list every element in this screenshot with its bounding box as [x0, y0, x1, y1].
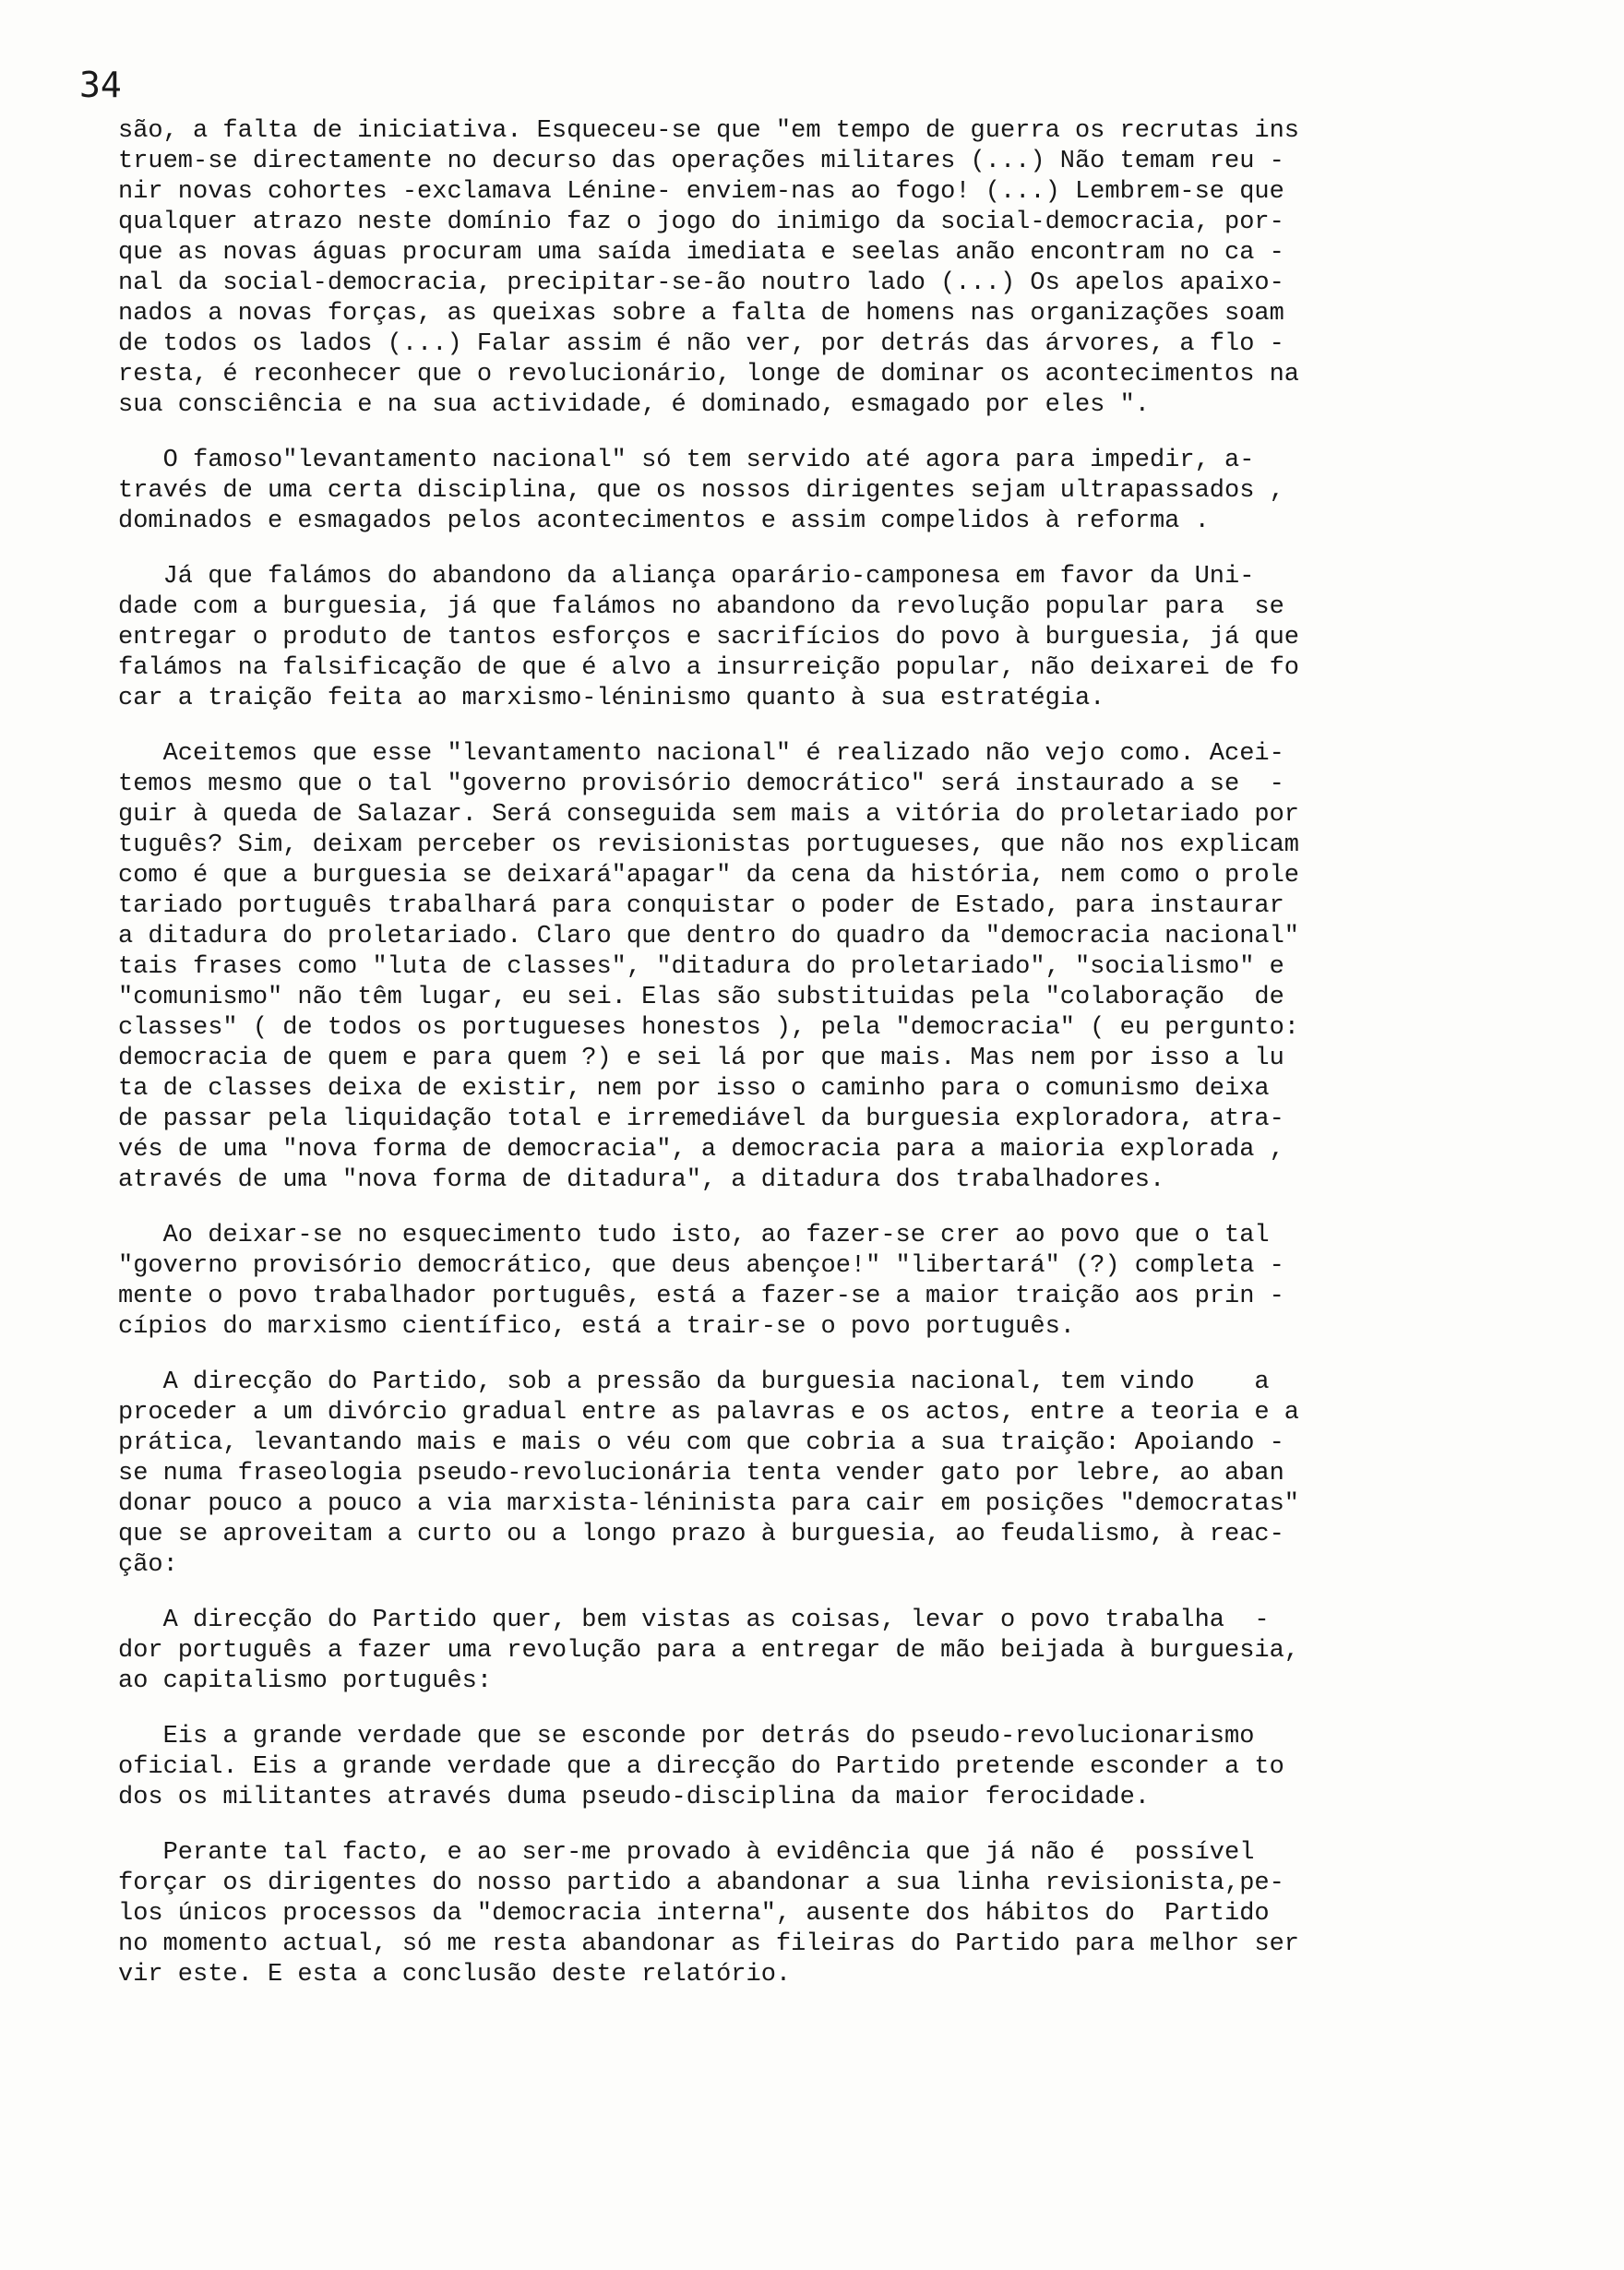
text-line: ção: — [118, 1551, 178, 1579]
text-line: dominados e esmagados pelos acontecimentos e assim compelidos à reforma . — [118, 508, 1210, 535]
text-line: temos mesmo que o tal "governo provisório democrático" será instaurado a se - — [118, 771, 1284, 798]
text-line: nados a novas forças, as queixas sobre a falta de homens nas organizações soam — [118, 300, 1284, 328]
text-line: a ditadura do proletariado. Claro que dentro do quadro da "democracia nacional" — [118, 923, 1300, 950]
paragraph — [118, 1368, 1558, 1581]
text-line: se numa fraseologia pseudo-revolucionária tenta vender gato por lebre, ao aban — [118, 1460, 1284, 1487]
text-line: dor português a fazer uma revolução para a entregar de mão beijada à burguesia, — [118, 1637, 1300, 1665]
text-line: classes" ( de todos os portugueses honestos ), pela "democracia" ( eu pergunto: — [118, 1014, 1300, 1042]
paragraph — [118, 1606, 1558, 1697]
page-number: 34 — [79, 65, 122, 105]
text-line: nal da social-democracia, precipitar-se-ão noutro lado (...) Os apelos apaixo- — [118, 269, 1284, 297]
paragraph — [118, 1221, 1558, 1343]
text-line: O famoso"levantamento nacional" só tem servido até agora para impedir, a- — [118, 447, 1255, 474]
text-line: que se aproveitam a curto ou a longo prazo à burguesia, ao feudalismo, à reac- — [118, 1521, 1284, 1548]
paragraph — [118, 1838, 1558, 1990]
text-line: forçar os dirigentes do nosso partido a abandonar a sua linha revisionista,pe- — [118, 1870, 1284, 1897]
text-line: vir este. E esta a conclusão deste relatório. — [118, 1961, 792, 1989]
text-line: tais frases como "luta de classes", "ditadura do proletariado", "socialismo" e — [118, 953, 1284, 981]
paragraph — [118, 562, 1558, 714]
text-line: ao capitalismo português: — [118, 1667, 493, 1695]
text-line: dade com a burguesia, já que falámos no abandono da revolução popular para se — [118, 593, 1284, 621]
text-line: los únicos processos da "democracia interna", ausente dos hábitos do Partido — [118, 1900, 1270, 1928]
text-line: tuguês? Sim, deixam perceber os revisionistas portugueses, que não nos explicam — [118, 831, 1300, 859]
text-line: sua consciência e na sua actividade, é dominado, esmagado por eles ". — [118, 391, 1150, 419]
paragraph — [118, 446, 1558, 537]
text-line: nir novas cohortes -exclamava Lénine- enviem-nas ao fogo! (...) Lembrem-se que — [118, 178, 1284, 206]
text-line: proceder a um divórcio gradual entre as palavras e os actos, entre a teoria e a — [118, 1399, 1300, 1427]
text-line: oficial. Eis a grande verdade que a direcção do Partido pretende esconder a to — [118, 1753, 1284, 1781]
text-line: qualquer atrazo neste domínio faz o jogo do inimigo da social-democracia, por- — [118, 209, 1284, 236]
text-line: resta, é reconhecer que o revolucionário, longe de dominar os acontecimentos na — [118, 361, 1300, 388]
text-line: Eis a grande verdade que se esconde por detrás do pseudo-revolucionarismo — [118, 1723, 1255, 1750]
text-line: mente o povo trabalhador português, está a fazer-se a maior traição aos prin - — [118, 1283, 1284, 1310]
paragraph — [118, 739, 1558, 1196]
text-line: truem-se directamente no decurso das operações militares (...) Não temam reu - — [118, 148, 1284, 175]
text-line: Ao deixar-se no esquecimento tudo isto, ao fazer-se crer ao povo que o tal — [118, 1222, 1270, 1249]
text-line: A direcção do Partido, sob a pressão da burguesia nacional, tem vindo a — [118, 1368, 1270, 1396]
text-line: são, a falta de iniciativa. Esqueceu-se que "em tempo de guerra os recrutas ins — [118, 117, 1300, 145]
text-line: que as novas águas procuram uma saída imediata e seelas anão encontram no ca - — [118, 239, 1284, 267]
text-line: dos os militantes através duma pseudo-disciplina da maior ferocidade. — [118, 1784, 1150, 1811]
text-line: cípios do marxismo científico, está a trair-se o povo português. — [118, 1313, 1075, 1341]
text-line: través de uma certa disciplina, que os nossos dirigentes sejam ultrapassados , — [118, 477, 1284, 505]
paragraph — [118, 116, 1558, 421]
text-line: Já que falámos do abandono da aliança oparário-camponesa em favor da Uni- — [118, 563, 1255, 591]
text-line: tariado português trabalhará para conquistar o poder de Estado, para instaurar — [118, 892, 1284, 920]
text-line: A direcção do Partido quer, bem vistas as coisas, levar o povo trabalha - — [118, 1607, 1270, 1634]
paragraph — [118, 1722, 1558, 1813]
text-line: falámos na falsificação de que é alvo a insurreição popular, não deixarei de fo — [118, 654, 1300, 682]
text-line: Aceitemos que esse "levantamento nacional" é realizado não vejo como. Acei- — [118, 740, 1284, 768]
text-line: de todos os lados (...) Falar assim é não ver, por detrás das árvores, a flo - — [118, 330, 1284, 358]
text-line: de passar pela liquidação total e irremediável da burguesia exploradora, atra- — [118, 1105, 1284, 1133]
text-line: "governo provisório democrático, que deus abençoe!" "libertará" (?) completa - — [118, 1252, 1284, 1280]
text-line: no momento actual, só me resta abandonar as fileiras do Partido para melhor ser — [118, 1930, 1300, 1958]
text-line: vés de uma "nova forma de democracia", a democracia para a maioria explorada , — [118, 1136, 1284, 1164]
text-line: ta de classes deixa de existir, nem por isso o caminho para o comunismo deixa — [118, 1075, 1270, 1103]
text-line: "comunismo" não têm lugar, eu sei. Elas são substituidas pela "colaboração de — [118, 984, 1284, 1011]
text-line: como é que a burguesia se deixará"apagar" da cena da história, nem como o prole — [118, 862, 1300, 890]
document-body — [118, 116, 1558, 2015]
text-line: prática, levantando mais e mais o véu com que cobria a sua traição: Apoiando - — [118, 1429, 1284, 1457]
text-line: entregar o produto de tantos esforços e sacrifícios do povo à burguesia, já que — [118, 624, 1300, 651]
text-line: donar pouco a pouco a via marxista-léninista para cair em posições "democratas" — [118, 1490, 1300, 1518]
text-line: através de uma "nova forma de ditadura", a ditadura dos trabalhadores. — [118, 1166, 1165, 1194]
text-line: guir à queda de Salazar. Será conseguida sem mais a vitória do proletariado por — [118, 801, 1300, 829]
text-line: car a traição feita ao marxismo-léninismo quanto à sua estratégia. — [118, 685, 1105, 712]
text-line: Perante tal facto, e ao ser-me provado à evidência que já não é possível — [118, 1839, 1255, 1867]
text-line: democracia de quem e para quem ?) e sei lá por que mais. Mas nem por isso a lu — [118, 1045, 1284, 1072]
